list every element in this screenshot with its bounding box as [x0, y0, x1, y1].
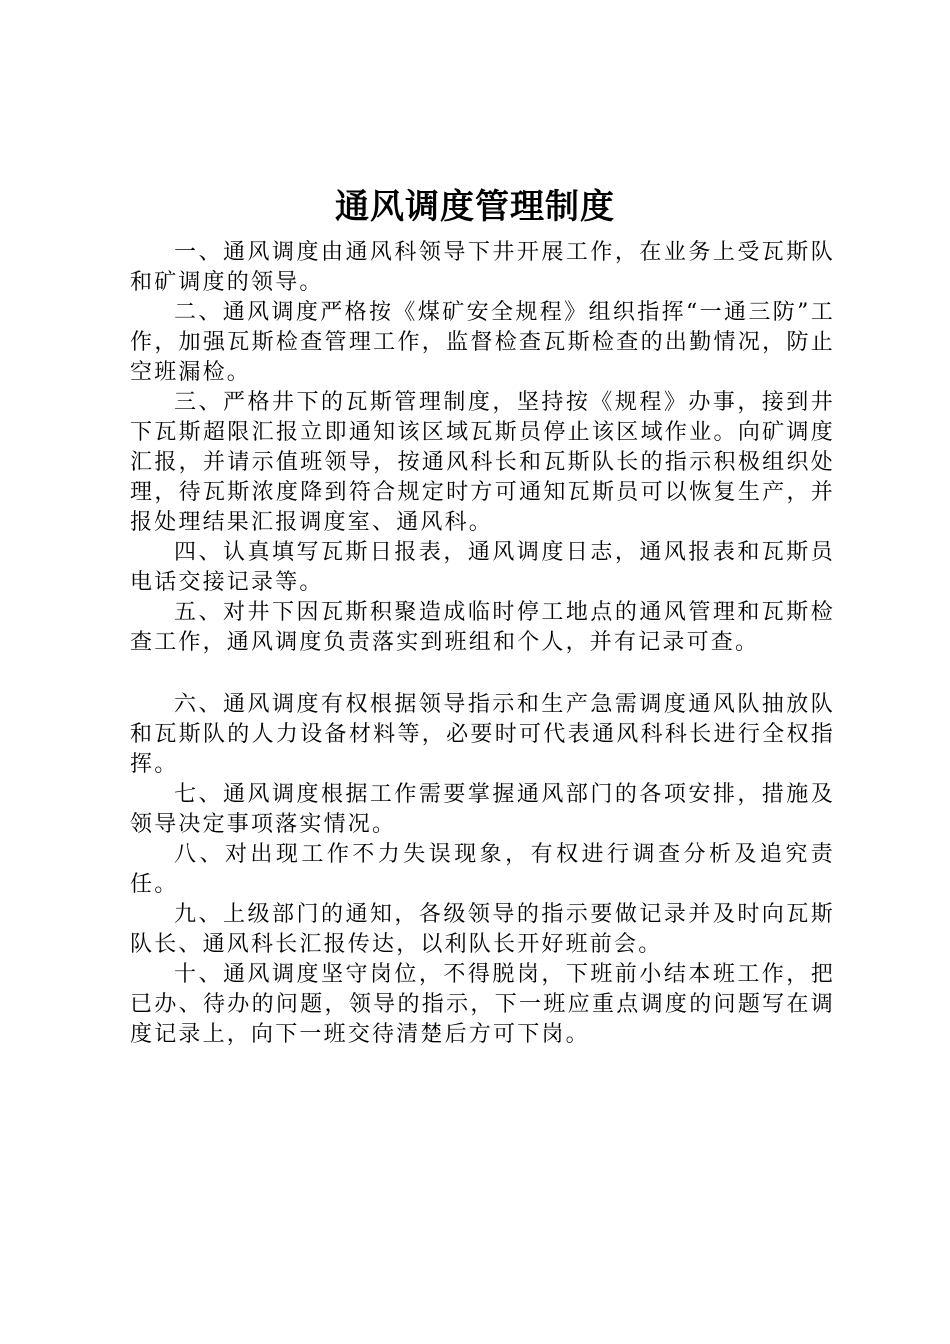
article-10: 十、通风调度坚守岗位，不得脱岗，下班前小结本班工作，把已办、待办的问题，领导的指示，下一班应重点调度的问题写在调度记录上，向下一班交待清楚后方可下岗。 — [130, 962, 835, 1047]
article-7: 七、通风调度根据工作需要掌握通风部门的各项安排，措施及领导决定事项落实情况。 — [130, 782, 835, 837]
article-4: 四、认真填写瓦斯日报表，通风调度日志，通风报表和瓦斯员电话交接记录等。 — [130, 540, 835, 595]
article-2: 二、通风调度严格按《煤矿安全规程》组织指挥“一通三防”工作，加强瓦斯检查管理工作，监督检查瓦斯检查的出勤情况，防止空班漏检。 — [130, 300, 835, 385]
article-1: 一、通风调度由通风科领导下井开展工作，在业务上受瓦斯队和矿调度的领导。 — [130, 240, 835, 295]
document-body — [130, 238, 835, 1050]
article-9: 九、上级部门的通知，各级领导的指示要做记录并及时向瓦斯队长、通风科长汇报传达，以利队长开好班前会。 — [130, 902, 835, 957]
article-6: 六、通风调度有权根据领导指示和生产急需调度通风队抽放队和瓦斯队的人力设备材料等，必要时可代表通风科科长进行全权指挥。 — [130, 692, 835, 777]
document-title: 通风调度管理制度 — [335, 187, 615, 227]
article-5: 五、对井下因瓦斯积聚造成临时停工地点的通风管理和瓦斯检查工作，通风调度负责落实到班组和个人，并有记录可查。 — [130, 600, 835, 655]
article-3: 三、严格井下的瓦斯管理制度，坚持按《规程》办事，接到井下瓦斯超限汇报立即通知该区域瓦斯员停止该区域作业。向矿调度汇报，并请示值班领导，按通风科长和瓦斯队长的指示积极组织处理，待瓦斯浓度降到符合规定时方可通知瓦斯员可以恢复生产，并报处理结果汇报调度室、通风科。 — [130, 390, 835, 535]
article-8: 八、对出现工作不力失误现象，有权进行调查分析及追究责任。 — [130, 842, 835, 897]
